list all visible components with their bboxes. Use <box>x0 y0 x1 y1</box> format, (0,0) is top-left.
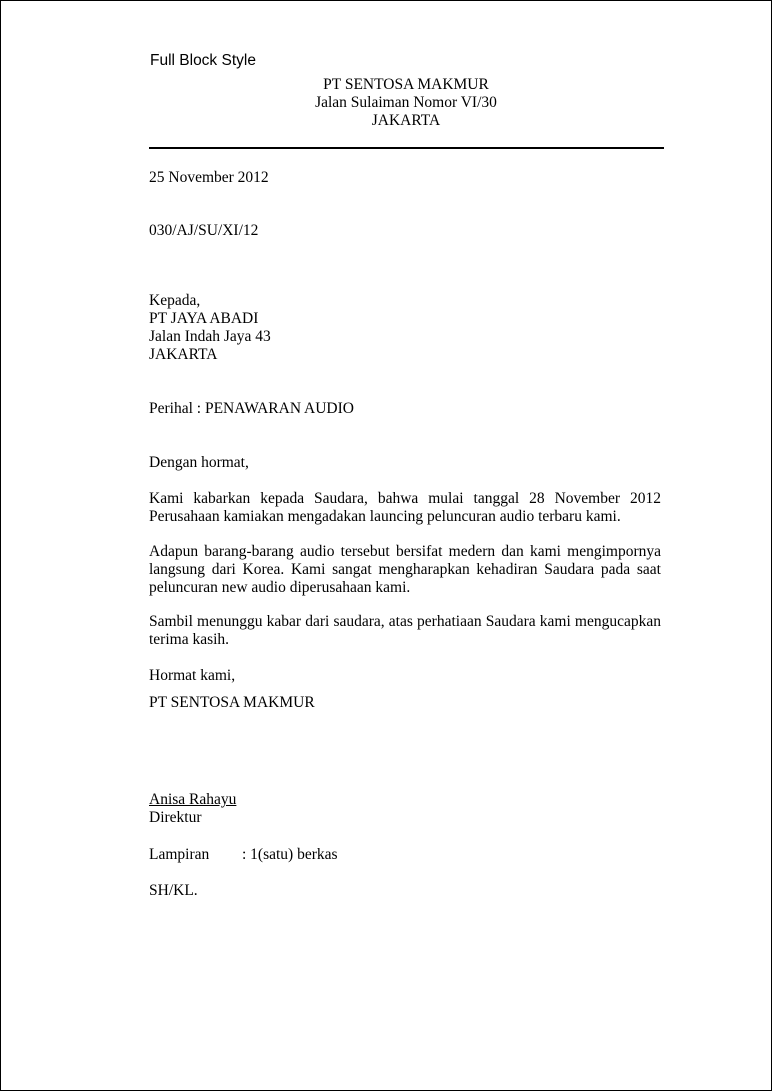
signer-title: Direktur <box>149 809 202 826</box>
body-line: peluncuran new audio diperusahaan kami. <box>149 579 411 596</box>
body-line: langsung dari Korea. Kami sangat mengharapkan kehadiran Saudara pada saat <box>149 561 661 578</box>
attachment-value: : 1(satu) berkas <box>242 846 338 863</box>
letter-date: 25 November 2012 <box>149 169 269 186</box>
body-paragraph-2 <box>149 543 661 597</box>
letterhead-company: PT SENTOSA MAKMUR <box>323 76 489 93</box>
signer-name: Anisa Rahayu <box>149 791 237 808</box>
greeting: Dengan hormat, <box>149 454 249 471</box>
body-line: Sambil menunggu kabar dari saudara, atas perhatiaan Saudara kami mengucapkan <box>149 613 661 630</box>
body-line: Adapun barang-barang audio tersebut bersifat medern dan kami mengimpornya <box>149 543 661 560</box>
recipient-name: PT JAYA ABADI <box>149 310 259 327</box>
body-line: terima kasih. <box>149 631 230 648</box>
recipient-address: Jalan Indah Jaya 43 <box>149 328 271 345</box>
subject-line: Perihal : PENAWARAN AUDIO <box>149 400 354 417</box>
body-paragraph-3 <box>149 613 661 649</box>
recipient-to: Kepada, <box>149 292 201 309</box>
initials: SH/KL. <box>149 882 198 899</box>
letterhead-divider <box>149 147 664 149</box>
closing: Hormat kami, <box>149 667 236 684</box>
body-paragraph-1 <box>149 490 661 526</box>
body-line: Kami kabarkan kepada Saudara, bahwa mulai tanggal 28 November 2012 <box>149 490 661 507</box>
sender-company: PT SENTOSA MAKMUR <box>149 694 315 711</box>
document-style-label: Full Block Style <box>150 52 256 69</box>
reference-number: 030/AJ/SU/XI/12 <box>149 222 259 239</box>
recipient-city: JAKARTA <box>149 346 218 363</box>
attachment-label: Lampiran <box>149 846 210 863</box>
letterhead-address: Jalan Sulaiman Nomor VI/30 <box>315 94 497 111</box>
letterhead-city: JAKARTA <box>371 112 441 129</box>
body-line: Perusahaan kamiakan mengadakan launcing peluncuran audio terbaru kami. <box>149 508 621 525</box>
